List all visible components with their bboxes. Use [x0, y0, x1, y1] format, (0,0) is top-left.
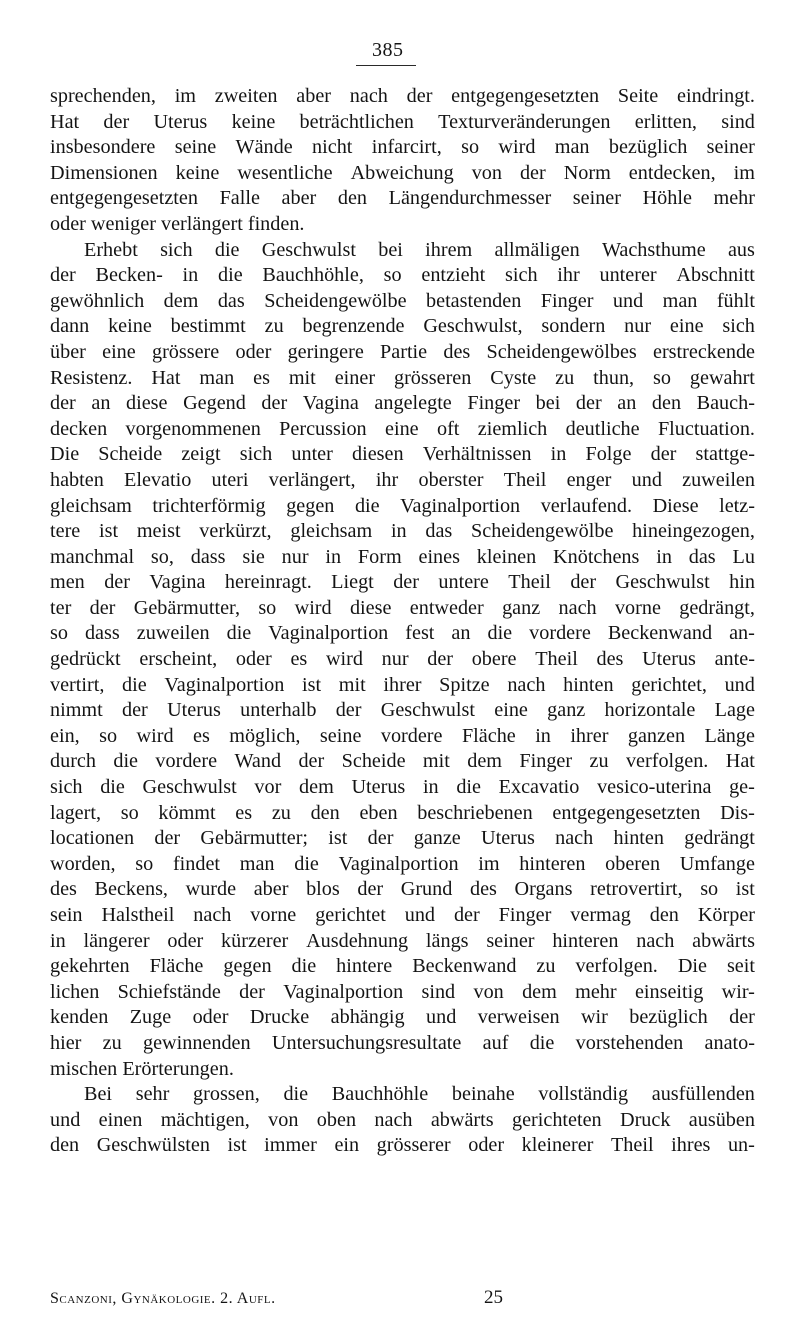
text-line: Die Scheide zeigt sich unter diesen Verhältnissen in Folge der stattge- [50, 443, 755, 466]
text-line: oder weniger verlängert finden. [50, 212, 305, 235]
page-number: 385 [372, 39, 404, 61]
text-line: Erhebt sich die Geschwulst bei ihrem allmäligen Wachsthume aus [84, 238, 755, 261]
text-line: entgegengesetzten Falle aber den Längendurchmesser seiner Höhle mehr [50, 187, 755, 210]
footer-author-line: Scanzoni, Gynäkologie. 2. Aufl. [50, 1290, 276, 1307]
text-line: des Beckens, wurde aber blos der Grund des Organs retrovertirt, so ist [50, 878, 755, 901]
text-line: hier zu gewinnenden Untersuchungsresultate auf die vorstehenden anato- [50, 1031, 755, 1054]
text-line: sprechenden, im zweiten aber nach der entgegengesetzten Seite eindringt. [50, 85, 755, 107]
text-line: ter der Gebärmutter, so wird diese entweder ganz nach vorne gedrängt, [50, 596, 755, 619]
text-line: sein Halstheil nach vorne gerichtet und der Finger vermag den Körper [50, 904, 755, 926]
text-line: men der Vagina hereinragt. Liegt der untere Theil der Geschwulst hin [50, 571, 755, 594]
text-line: mischen Erörterungen. [50, 1057, 234, 1080]
text-line: locationen der Gebärmutter; ist der ganze Uterus nach hinten gedrängt [50, 827, 755, 850]
text-line: gleichsam trichterförmig gegen die Vaginalportion verlaufend. Diese letz- [50, 494, 755, 517]
text-line: Dimensionen keine wesentliche Abweichung von der Norm entdecken, im [50, 161, 755, 184]
page-footer [50, 1289, 755, 1313]
footer-sheet-number: 25 [484, 1287, 503, 1308]
page-number-rule [356, 65, 416, 66]
text-line: über eine grössere oder geringere Partie des Scheidengewölbes erstreckende [50, 340, 755, 363]
text-line: sich die Geschwulst vor dem Uterus in die Excavatio vesico-uterina ge- [50, 776, 755, 799]
text-line: worden, so findet man die Vaginalportion im hinteren oberen Umfange [50, 852, 755, 875]
text-line: Bei sehr grossen, die Bauchhöhle beinahe vollständig ausfüllenden [84, 1083, 755, 1106]
text-line: durch die vordere Wand der Scheide mit dem Finger zu verfolgen. Hat [50, 750, 755, 773]
text-line: Resistenz. Hat man es mit einer grösseren Cyste zu thun, so gewahrt [50, 366, 755, 389]
text-line: insbesondere seine Wände nicht infarcirt, so wird man bezüglich seiner [50, 136, 755, 159]
text-line: den Geschwülsten ist immer ein grösserer oder kleinerer Theil ihres un- [50, 1134, 755, 1157]
text-line: decken vorgenommenen Percussion eine oft ziemlich deutliche Fluctuation. [50, 417, 755, 440]
body-text [50, 84, 755, 1159]
text-line: lichen Schiefstände der Vaginalportion sind von dem mehr einseitig wir- [50, 980, 755, 1003]
text-line: manchmal so, dass sie nur in Form eines kleinen Knötchens in das Lu [50, 545, 755, 568]
text-line: gekehrten Fläche gegen die hintere Beckenwand zu verfolgen. Die seit [50, 955, 755, 978]
text-line: der an diese Gegend der Vagina angelegte Finger bei der an den Bauch- [50, 392, 755, 415]
text-line: der Becken- in die Bauchhöhle, so entzieht sich ihr unterer Abschnitt [50, 264, 755, 287]
text-line: ein, so wird es möglich, seine vordere Fläche in ihrer ganzen Länge [50, 724, 755, 747]
text-line: und einen mächtigen, von oben nach abwärts gerichteten Druck ausüben [50, 1108, 755, 1131]
text-line: vertirt, die Vaginalportion ist mit ihrer Spitze nach hinten gerichtet, und [50, 673, 755, 696]
text-line: so dass zuweilen die Vaginalportion fest an die vordere Beckenwand an- [50, 622, 755, 645]
text-line: in längerer oder kürzerer Ausdehnung längs seiner hinteren nach abwärts [50, 929, 755, 952]
text-line: lagert, so kömmt es zu den eben beschriebenen entgegengesetzten Dis- [50, 801, 755, 824]
text-line: Hat der Uterus keine beträchtlichen Texturveränderungen erlitten, sind [50, 110, 755, 133]
text-line: kenden Zuge oder Drucke abhängig und verweisen wir bezüglich der [50, 1006, 755, 1029]
text-line: dann keine bestimmt zu begrenzende Geschwulst, sondern nur eine sich [50, 315, 755, 338]
text-line: habten Elevatio uteri verlängert, ihr oberster Theil enger und zuweilen [50, 468, 755, 491]
text-line: gedrückt erscheint, oder es wird nur der obere Theil des Uterus ante- [50, 648, 755, 671]
text-line: nimmt der Uterus unterhalb der Geschwulst eine ganz horizontale Lage [50, 699, 755, 722]
text-line: gewöhnlich dem das Scheidengewölbe betastenden Finger und man fühlt [50, 289, 755, 312]
text-line: tere ist meist verkürzt, gleichsam in das Scheidengewölbe hineingezogen, [50, 520, 755, 543]
